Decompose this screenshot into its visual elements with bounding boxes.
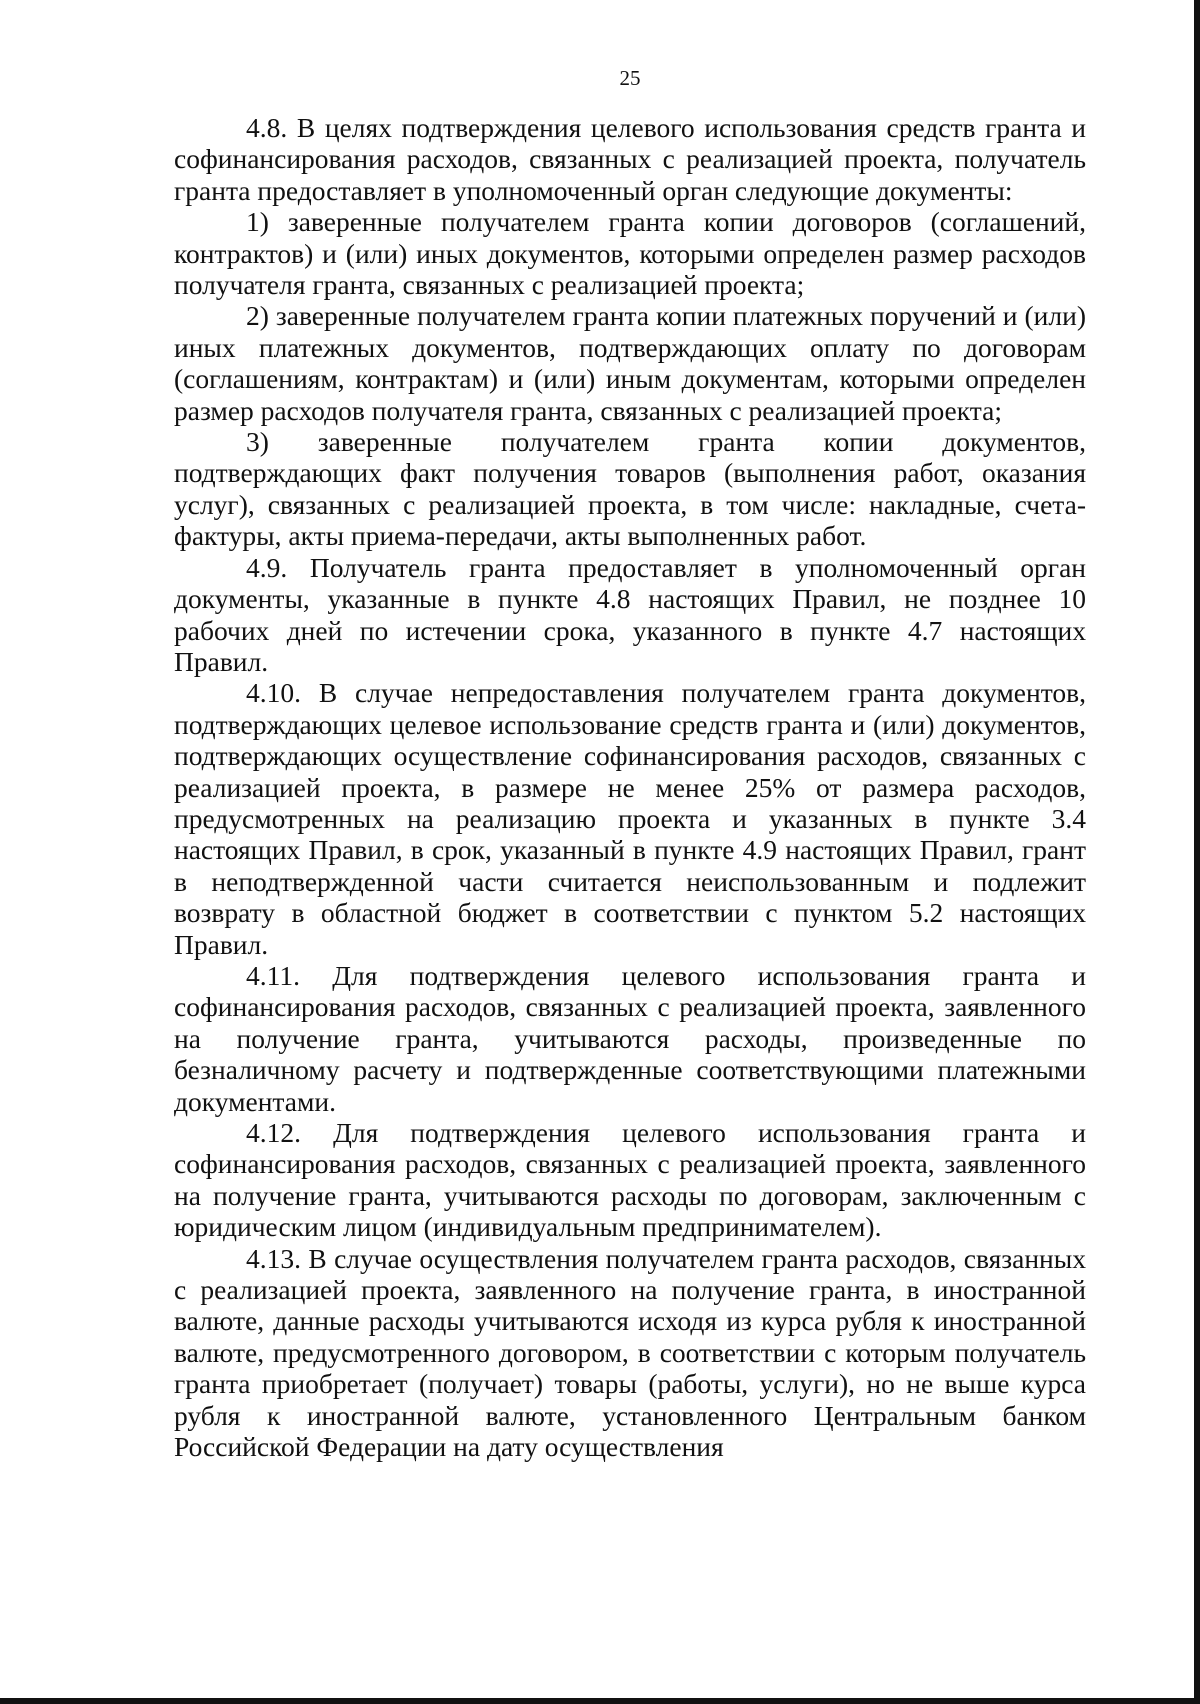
paragraph-4-8: 4.8. В целях подтверждения целевого использования средств гранта и софинансирования расходов, связанных с реализацией проекта, получатель гранта предоставляет в уполномоченный орган следующие документы:	[174, 112, 1086, 206]
paragraph-4-12: 4.12. Для подтверждения целевого использования гранта и софинансирования расходов, связанных с реализацией проекта, заявленного на получение гранта, учитываются расходы по договорам, заключенным с юридическим лицом (индивидуальным предпринимателем).	[174, 1117, 1086, 1243]
paragraph-4-9: 4.9. Получатель гранта предоставляет в уполномоченный орган документы, указанные в пункте 4.8 настоящих Правил, не позднее 10 рабочих дней по истечении срока, указанного в пункте 4.7 настоящих Правил.	[174, 551, 1086, 677]
list-item-3: 3) заверенные получателем гранта копии документов, подтверждающих факт получения товаров (выполнения работ, оказания услуг), связанных с реализацией проекта, в том числе: накладные, счета-фактуры, акты приема-передачи, акты выполненных работ.	[174, 426, 1086, 552]
paragraph-4-11: 4.11. Для подтверждения целевого использования гранта и софинансирования расходов, связанных с реализацией проекта, заявленного на получение гранта, учитываются расходы, произведенные по безналичному расчету и подтвержденные соответствующими платежными документами.	[174, 959, 1086, 1117]
paragraph-4-13: 4.13. В случае осуществления получателем гранта расходов, связанных с реализацией проекта, заявленного на получение гранта, в иностранной валюте, данные расходы учитываются исходя из курса рубля к иностранной валюте, предусмотренного договором, в соответствии с которым получатель гранта приобретает (получает) товары (работы, услуги), но не выше курса рубля к иностранной валюте, установленного Центральным банком Российской Федерации на дату осуществления	[174, 1242, 1086, 1463]
list-item-2: 2) заверенные получателем гранта копии платежных поручений и (или) иных платежных документов, подтверждающих оплату по договорам (соглашениям, контрактам) и (или) иным документам, которыми определен размер расходов получателя гранта, связанных с реализацией проекта;	[174, 300, 1086, 426]
document-body	[174, 112, 1086, 1462]
page-number: 25	[619, 66, 641, 90]
scan-border-bottom	[0, 1698, 1200, 1704]
list-item-1: 1) заверенные получателем гранта копии договоров (соглашений, контрактов) и (или) иных документов, которыми определен размер расходов получателя гранта, связанных с реализацией проекта;	[174, 206, 1086, 301]
paragraph-4-10: 4.10. В случае непредоставления получателем гранта документов, подтверждающих целевое использование средств гранта и (или) документов, подтверждающих осуществление софинансирования расходов, связанных с реализацией проекта, в размере не менее 25% от размера расходов, предусмотренных на реализацию проекта и указанных в пункте 3.4 настоящих Правил, в срок, указанный в пункте 4.9 настоящих Правил, грант в неподтвержденной части считается неиспользованным и подлежит возврату в областной бюджет в соответствии с пунктом 5.2 настоящих Правил.	[174, 677, 1086, 960]
scan-border-right	[1194, 0, 1200, 1704]
